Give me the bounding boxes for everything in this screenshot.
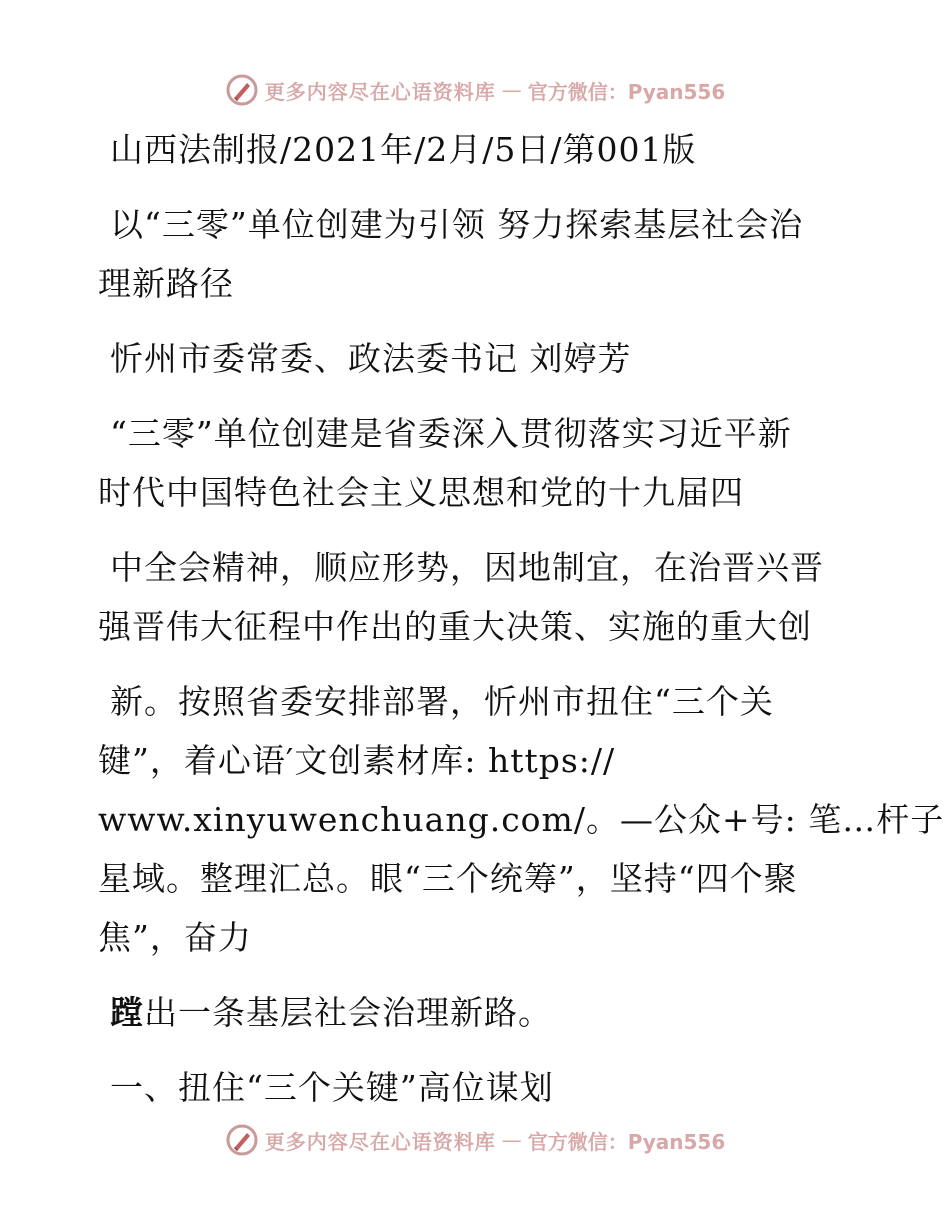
source-line: 山西法制报/2021年/2月/5日/第001版	[110, 130, 697, 169]
watermark-separator: —	[501, 1128, 522, 1152]
watermark-wechat: 官方微信：Pyan556	[527, 79, 726, 104]
paragraph-4-line-1	[98, 983, 858, 1042]
paragraph-3-line-2: 键”，着心语′文创素材库: https://	[98, 741, 616, 780]
paragraph-4-text: 出一条基层社会治理新路。	[144, 993, 552, 1032]
watermark-text: 更多内容尽在心语资料库	[264, 1129, 496, 1154]
watermark-text: 更多内容尽在心语资料库	[264, 79, 496, 104]
article-title-line-1: 以“三零”单位创建为引领 努力探索基层社会治	[110, 205, 804, 244]
paragraph-1-line-2: 时代中国特色社会主义思想和党的十九届四	[98, 473, 744, 512]
watermark-banner-top	[0, 70, 950, 110]
pen-logo-icon	[225, 1123, 259, 1157]
paragraph-2-line-2: 强晋伟大征程中作出的重大决策、实施的重大创	[98, 607, 812, 646]
article-title-line-2: 理新路径	[98, 264, 234, 303]
paragraph-2-line-1: 中全会精神，顺应形势，因地制宜，在治晋兴晋	[110, 548, 824, 587]
watermark-separator: —	[501, 78, 522, 102]
author-line: 忻州市委常委、政法委书记 刘婷芳	[110, 339, 632, 378]
watermark-banner-bottom	[0, 1120, 950, 1160]
paragraph-3-line-4: 星域。整理汇总。眼“三个统筹”，坚持“四个聚	[98, 859, 798, 898]
watermark-wechat: 官方微信：Pyan556	[527, 1129, 726, 1154]
section-1-heading: 一、扭住“三个关键”高位谋划	[110, 1068, 554, 1107]
paragraph-4-first-char: 蹚	[110, 993, 144, 1032]
paragraph-1-line-1: “三零”单位创建是省委深入贯彻落实习近平新	[110, 414, 792, 453]
paragraph-3-line-5: 焦”，奋力	[98, 918, 252, 957]
document-body	[98, 120, 945, 1117]
paragraph-3-line-1: 新。按照省委安排部署，忻州市扭住“三个关	[110, 682, 774, 721]
paragraph-3-line-3: www.xinyuwenchuang.com/。—公众+号: 笔…杆子	[98, 800, 945, 839]
pen-logo-icon	[225, 73, 259, 107]
